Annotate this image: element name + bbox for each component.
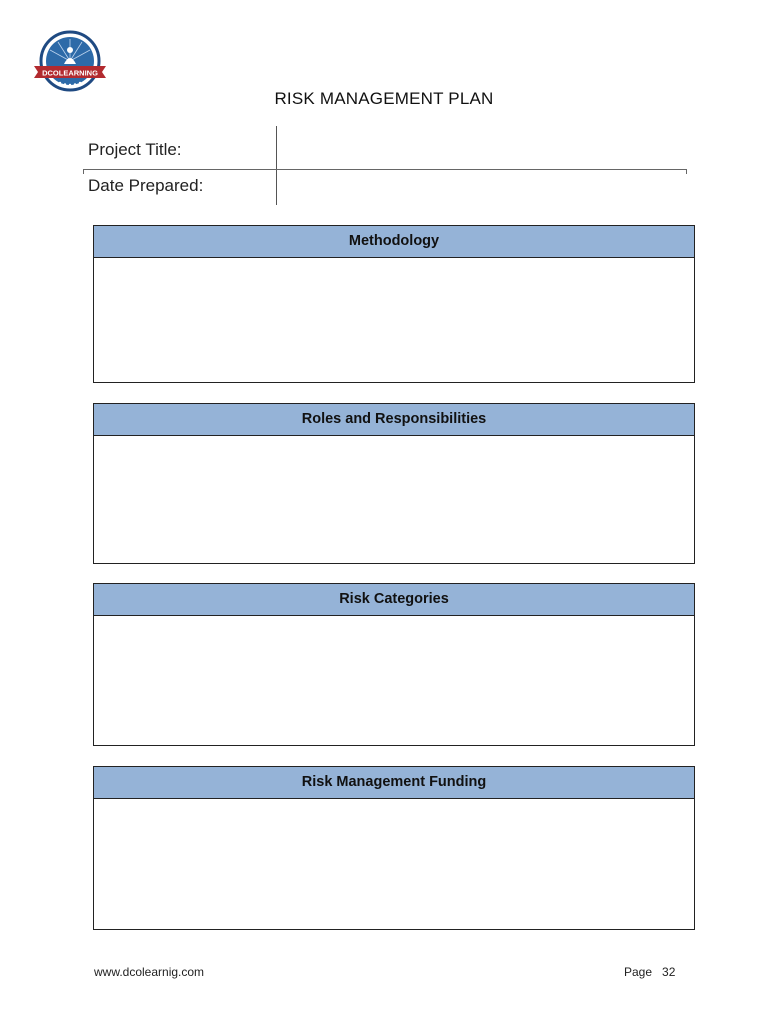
footer-page-number: 32 — [662, 965, 676, 979]
roles-responsibilities-field[interactable] — [94, 436, 694, 448]
roles-responsibilities-section — [93, 403, 695, 564]
risk-management-funding-header: Risk Management Funding — [94, 767, 694, 799]
project-title-label: Project Title: — [88, 140, 182, 159]
risk-categories-section — [93, 583, 695, 746]
methodology-header: Methodology — [94, 226, 694, 258]
project-info-block — [82, 126, 688, 206]
info-divider-tick-left — [83, 169, 84, 174]
document-title: RISK MANAGEMENT PLAN — [274, 89, 494, 108]
footer-page-label: Page — [624, 965, 653, 979]
risk-categories-header: Risk Categories — [94, 584, 694, 616]
info-divider-horizontal — [83, 169, 687, 170]
dcolearning-logo — [30, 30, 110, 92]
methodology-field[interactable] — [94, 258, 694, 270]
risk-management-funding-section — [93, 766, 695, 930]
info-divider-vertical — [276, 126, 277, 205]
info-divider-tick-right — [686, 169, 687, 174]
logo-text: DCOLEARNING — [42, 68, 98, 78]
date-prepared-label: Date Prepared: — [88, 176, 204, 195]
footer-page-indicator — [624, 965, 685, 979]
risk-management-funding-field[interactable] — [94, 799, 694, 811]
risk-categories-field[interactable] — [94, 616, 694, 628]
roles-responsibilities-header: Roles and Responsibilities — [94, 404, 694, 436]
methodology-section — [93, 225, 695, 383]
footer-website: www.dcolearnig.com — [94, 965, 205, 979]
